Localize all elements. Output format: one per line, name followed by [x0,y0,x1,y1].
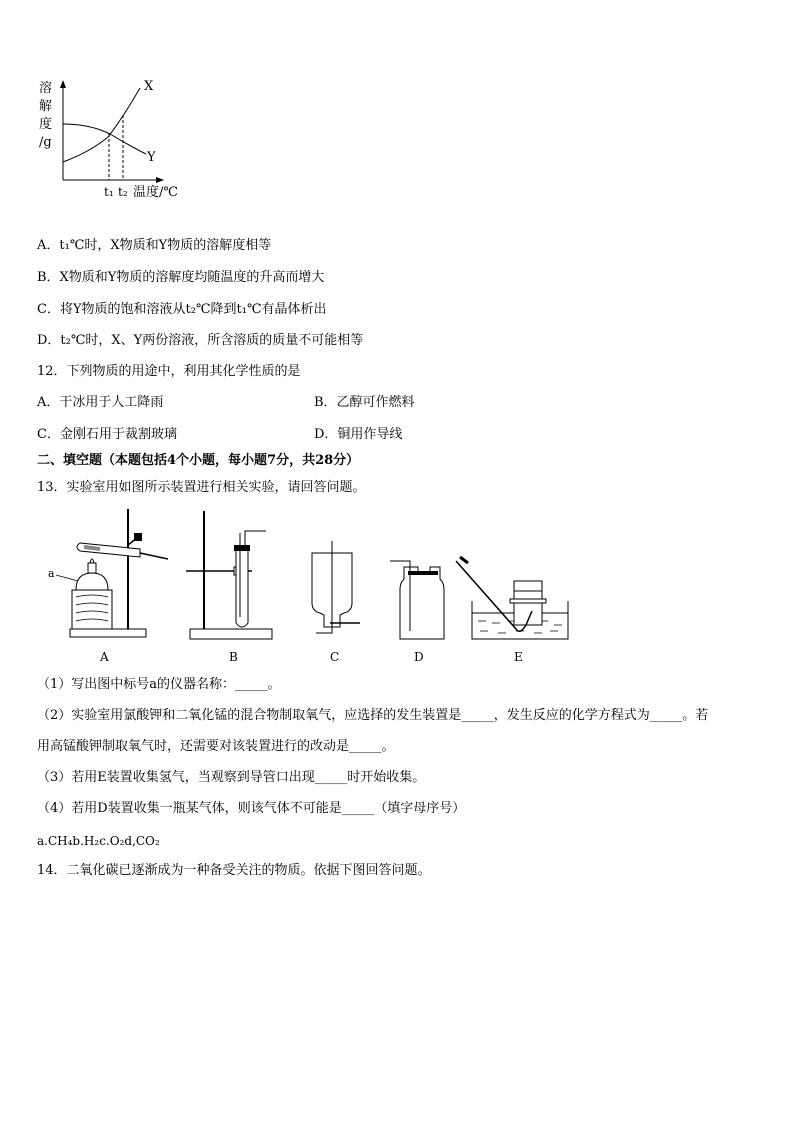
apparatus-label-c: C [330,650,340,664]
apparatus-figure [40,505,570,670]
q12-option-d: D．铜用作导线 [314,427,403,442]
apparatus-a [56,509,168,637]
q12-option-b: B．乙醇可作燃料 [314,395,415,410]
q13-part-3: （3）若用E装置收集氢气，当观察到导管口出现_____时开始收集。 [37,770,426,785]
q12-stem: 12．下列物质的用途中，利用其化学性质的是 [37,364,301,379]
q11-option-b: B．X物质和Y物质的溶解度均随温度的升高而增大 [37,270,325,285]
q14-stem: 14．二氧化碳已逐渐成为一种备受关注的物质。依据下图回答问题。 [37,863,431,878]
t1-label: t₁ [104,185,114,199]
apparatus-d [390,561,444,639]
curve-x [63,88,140,162]
q12-option-a: A．干冰用于人工降雨 [37,395,164,410]
q11-option-c: C．将Y物质的饱和溶液从t₂℃降到t₁℃有晶体析出 [37,302,327,317]
section-2-heading: 二、填空题（本题包括4个小题，每小题7分，共28分） [37,453,360,468]
curve-y-label: Y [147,150,156,165]
apparatus-label-b: B [229,650,238,664]
q13-options: a.CH₄b.H₂c.O₂d,CO₂ [37,834,160,848]
q13-part-2-line-1: （2）实验室用氯酸钾和二氧化锰的混合物制取氧气，应选择的发生装置是_____，发生反应的化学方程式为_____。若 [37,708,709,723]
graph-ylabel-2: 解 [39,99,53,114]
solubility-graph [30,74,200,204]
q12-option-c: C．金刚石用于裁割玻璃 [37,427,177,442]
graph-ylabel-3: 度 [39,117,53,132]
q11-option-a: A．t₁℃时，X物质和Y物质的溶解度相等 [37,238,272,253]
t2-label: t₂ [118,185,128,199]
q13-part-4: （4）若用D装置收集一瓶某气体，则该气体不可能是_____（填字母序号） [37,801,466,816]
graph-xaxis-label: 温度/℃ [133,185,178,200]
apparatus-label-a: A [100,650,109,664]
q13-stem: 13．实验室用如图所示装置进行相关实验，请回答问题。 [37,480,366,495]
q13-part-2-line-2: 用高锰酸钾制取氧气时，还需要对该装置进行的改动是_____。 [37,739,395,754]
curve-x-label: X [144,79,154,94]
apparatus-c [312,541,360,633]
q11-option-d: D．t₂℃时，X、Y两份溶液，所含溶质的质量不可能相等 [37,333,364,348]
apparatus-label-a-mark: a [48,567,55,580]
graph-x-arrow [156,177,164,183]
graph-y-arrow [60,80,66,88]
apparatus-label-e: E [514,650,523,664]
apparatus-e [456,557,568,639]
q13-part-1: （1）写出图中标号a的仪器名称：_____。 [37,677,281,692]
apparatus-label-d: D [414,650,424,664]
graph-ylabel-4: /g [39,135,52,150]
apparatus-b [186,511,272,639]
curve-y [63,124,146,154]
graph-ylabel-1: 溶 [39,81,53,96]
